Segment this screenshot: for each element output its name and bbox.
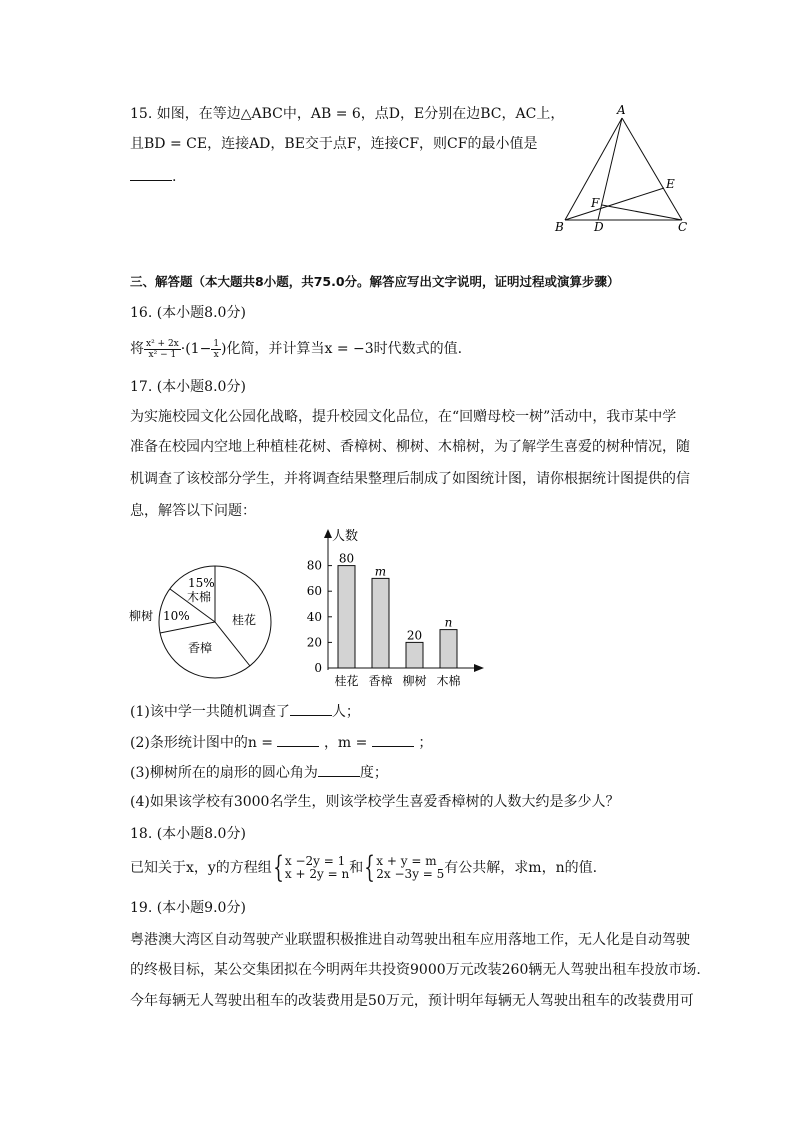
brace-icon: { [364,850,375,885]
brace-icon: { [273,850,284,885]
label-b: B [555,220,564,234]
bar [338,566,355,668]
y-axis-arrow [324,529,332,538]
q16-fraction2 [211,339,221,360]
y-axis-label: 人数 [332,529,359,544]
q18-sys1-row2: x + 2y = n [284,867,350,881]
x-tick-label: 桂花 [334,674,359,688]
pie-label-xiangzhang: 香樟 [188,641,213,655]
q16-frac1-den: x² − 1 [148,349,177,360]
answer-blank [372,732,414,747]
q16-frac1-num: x² + 2x [146,338,179,349]
bar [440,630,457,668]
label-f: F [591,196,600,210]
q17-para-line4: 息，解答以下问题： [130,503,256,519]
x-tick-label: 香樟 [368,674,393,688]
q15-line1: 15. 如图，在等边△ABC中，AB = 6，点D，E分别在边BC，AC上， [130,106,565,122]
segment-cf [602,205,682,220]
q15-line3 [130,166,176,187]
label-e: E [666,177,675,191]
q17-q2-before: (2)条形统计图中的n = [130,735,274,751]
q17-q3-before: (3)柳树所在的扇形的圆心角为 [130,765,318,781]
q17-q1 [130,701,360,722]
q19-para-line3: 今年每辆无人驾驶出租车的改装费用是50万元，预计明年每辆无人驾驶出租车的改装费用可 [130,993,694,1009]
bar-data-label: 20 [406,628,423,643]
q16-title: 16. (本小题8.0分) [130,305,246,321]
q16-suffix: )化简，并计算当x = −3时代数式的值. [221,341,463,357]
q17-q2 [130,732,432,753]
q18-system1 [285,855,349,881]
label-c: C [678,220,688,234]
q16-frac2-den: x [213,349,219,360]
q17-q1-after: 人； [331,704,360,720]
q16-expression [130,337,462,361]
triangle-figure [550,100,700,240]
q18-sys2-row1: x + y = m [376,854,437,868]
q16-prefix: 将 [130,341,144,357]
answer-blank [130,166,172,181]
bar-data-label: m [374,564,387,579]
pie-label-mumian: 木棉 [187,590,212,604]
x-tick-label: 柳树 [402,674,427,688]
q17-para-line3: 机调查了该校部分学生，并将调查结果整理后制成了如图统计图，请你根据统计图提供的信 [130,471,690,487]
y-tick-label: 40 [306,609,322,624]
q17-q3-after: 度； [359,765,388,781]
y-tick-label: 0 [314,661,322,675]
y-tick-label: 60 [306,584,322,599]
q17-q1-before: (1)该中学一共随机调查了 [130,704,290,720]
q17-q2-after: ； [418,735,433,751]
q16-frac2-num: 1 [213,338,220,349]
q18-system2 [376,855,444,881]
bar-chart [296,524,492,690]
bar-data-label: 80 [338,551,355,566]
pie-divider-2 [215,622,250,666]
q16-fraction1 [144,339,181,360]
answer-blank [277,732,319,747]
x-axis-arrow [474,664,484,672]
pie-label-liushu-pct: 10% [163,609,190,623]
q17-q2-mid: ，m = [323,735,368,751]
q18-sys1-row1: x −2y = 1 [284,854,346,868]
bar [372,578,389,668]
bar-data-label: n [444,615,453,630]
q18-suffix: 有公共解，求m，n的值. [444,860,598,876]
q17-q3 [130,762,388,783]
pie-label-liushu: 柳树 [129,609,154,623]
x-tick-label: 木棉 [436,674,461,688]
q17-para-line1: 为实施校园文化公园化战略，提升校园文化品位，在“回赠母校一树”活动中，我市某中学 [130,409,677,425]
pie-chart [128,560,278,686]
pie-divider-3 [160,622,215,633]
q16-middle: ·(1− [180,341,212,357]
q18-sys2-row2: 2x −3y = 5 [376,867,445,881]
q18-title: 18. (本小题8.0分) [130,826,246,842]
label-d: D [594,220,604,234]
q19-title: 19. (本小题9.0分) [130,900,246,916]
label-a: A [617,103,626,117]
y-tick-label: 80 [306,558,322,573]
pie-label-guihua: 桂花 [232,613,257,627]
q18-mid: 和 [349,860,364,876]
pie-label-mumian-pct: 15% [188,576,215,590]
y-tick-label: 20 [306,635,322,650]
q18-statement [130,852,597,884]
segment-ad [598,118,622,220]
side-ac [622,118,682,220]
answer-blank [290,701,332,716]
q18-prefix: 已知关于x，y的方程组 [130,860,272,876]
answer-blank [318,762,360,777]
q15-line2: 且BD = CE，连接AD，BE交于点F，连接CF，则CF的最小值是 [130,136,538,152]
bar [406,642,423,668]
q19-para-line1: 粤港澳大湾区自动驾驶产业联盟积极推进自动驾驶出租车应用落地工作，无人化是自动驾驶 [130,932,690,948]
q17-title: 17. (本小题8.0分) [130,379,246,395]
q19-para-line2: 的终极目标，某公交集团拟在今明两年共投资9000万元改装260辆无人驾驶出租车投放市场. [130,962,701,978]
q15-period: . [172,169,177,185]
q17-para-line2: 准备在校园内空地上种植桂花树、香樟树、柳树、木棉树，为了解学生喜爱的树种情况，随 [130,439,690,455]
q17-q4: (4)如果该学校有3000名学生，则该学校学生喜爱香樟树的人数大约是多少人？ [130,794,620,810]
section3-heading: 三、解答题（本大题共8小题，共75.0分。解答应写出文字说明，证明过程或演算步骤） [130,274,620,289]
